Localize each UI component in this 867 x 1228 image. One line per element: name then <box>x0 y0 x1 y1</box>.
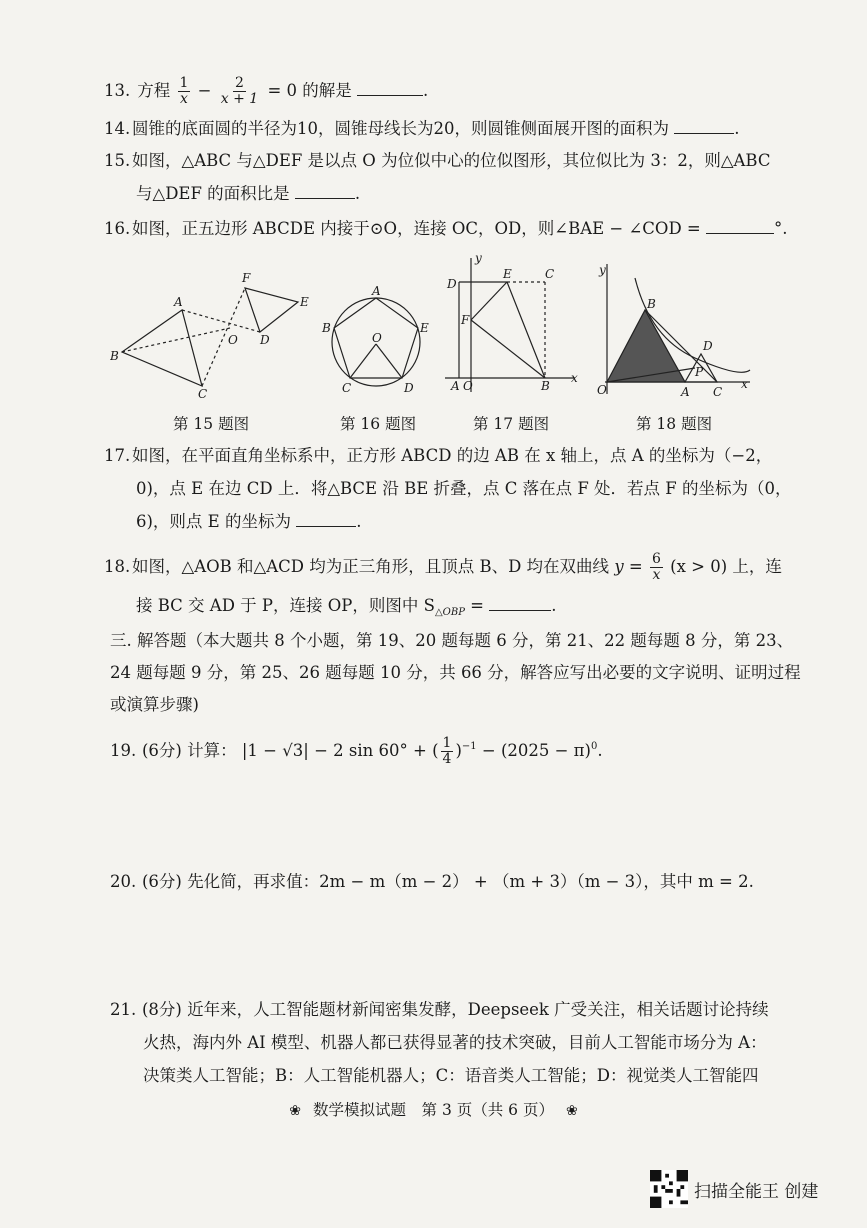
answer-blank[interactable] <box>296 512 356 527</box>
question-21-line2: 火热，海内外 AI 模型、机器人都已获得显著的技术突破，目前人工智能市场分为 A： <box>143 1033 767 1052</box>
question-16: 16. 如图，正五边形 ABCDE 内接于⊙O，连接 OC，OD，则∠BAE − ∠COD = °. <box>104 219 788 238</box>
svg-text:P: P <box>695 365 704 379</box>
svg-text:B: B <box>541 379 550 393</box>
svg-text:D: D <box>703 339 713 353</box>
label-O: O <box>228 333 238 347</box>
question-13: 13. 方程 $\frac{1}{x}$ − $\frac{2}{x + 1}$ = 0 的解是 . <box>104 75 429 107</box>
question-17-line3: 6)，则点 E 的坐标为 . <box>136 512 362 531</box>
svg-text:C: C <box>545 267 555 281</box>
svg-text:O: O <box>463 379 473 393</box>
svg-text:O: O <box>597 383 607 397</box>
section-3-line2: 24 题每题 9 分，第 25、26 题每题 10 分，共 66 分，解答应写出必要的文字说明、证明过程 <box>110 663 801 682</box>
svg-text:O: O <box>372 331 382 345</box>
label-D: D <box>260 333 270 347</box>
caption-15: 第 15 题图 <box>173 415 250 433</box>
question-15-line2: 与△DEF 的面积比是 . <box>136 184 361 203</box>
svg-text:C: C <box>713 385 723 399</box>
fraction-6-over-x: $\frac{6}{x}$ <box>651 551 661 583</box>
answer-blank[interactable] <box>706 219 774 234</box>
fraction-2-over-x-plus-1: $\frac{2}{x + 1}$ <box>220 75 259 107</box>
label-C: C <box>198 387 208 400</box>
flower-icon: ❀ <box>565 1103 578 1119</box>
svg-text:x: x <box>571 371 578 385</box>
svg-text:E: E <box>420 321 429 335</box>
label-B: B <box>110 349 119 363</box>
question-21: 21. (8分) 近年来，人工智能题材新闻密集发酵，Deepseek 广受关注，相关话题讨论持续 <box>110 1000 769 1019</box>
answer-blank[interactable] <box>357 81 423 96</box>
question-17-line2: 0)，点 E 在边 CD 上．将△BCE 沿 BE 折叠，点 C 落在点 F 处．若点 F 的坐标为（0， <box>136 479 792 498</box>
flower-icon: ❀ <box>289 1103 302 1119</box>
svg-text:y: y <box>599 263 606 277</box>
figure-15 <box>110 270 315 400</box>
svg-text:D: D <box>404 381 414 395</box>
svg-text:D: D <box>447 277 457 291</box>
label-F: F <box>242 271 251 285</box>
svg-text:B: B <box>647 297 656 311</box>
qr-code-icon <box>650 1170 688 1208</box>
question-15: 15. 如图，△ABC 与△DEF 是以点 O 为位似中心的位似图形，其位似比为 3：2，则△ABC <box>104 151 771 170</box>
fraction-1-over-x: $\frac{1}{x}$ <box>179 75 189 107</box>
question-14: 14. 圆锥的底面圆的半径为10，圆锥母线长为20，则圆锥侧面展开图的面积为 . <box>104 119 740 138</box>
svg-text:A: A <box>451 379 460 393</box>
svg-text:C: C <box>342 381 352 395</box>
label-E: E <box>300 295 309 309</box>
svg-text:F: F <box>461 313 470 327</box>
section-3-line3: 或演算步骤) <box>110 695 199 714</box>
answer-blank[interactable] <box>295 184 355 199</box>
figure-16 <box>316 282 436 400</box>
section-3-heading: 三. 解答题（本大题共 8 个小题，第 19、20 题每题 6 分，第 21、22 题每题 8 分，第 23、 <box>110 631 794 650</box>
question-20: 20. (6分) 先化简，再求值：2m − m（m − 2） + （m + 3）（m − 3），其中 m = 2. <box>110 872 754 891</box>
caption-17: 第 17 题图 <box>473 415 550 433</box>
scanner-watermark <box>650 1170 818 1208</box>
question-17: 17. 如图，在平面直角坐标系中，正方形 ABCD 的边 AB 在 x 轴上，点 A 的坐标为（−2， <box>104 446 773 465</box>
question-19: 19. (6分) 计算： |1 − √3| − 2 sin 60° + ( $\frac{1}{4}$ )$^{-1} - (2025 - \pi)^0$. <box>110 735 603 767</box>
svg-text:y: y <box>475 252 482 265</box>
question-18-line2: 接 BC 交 AD 于 P，连接 OP，则图中 $S_{\triangle OBP}$ = . <box>136 596 557 618</box>
svg-text:x: x <box>741 377 748 391</box>
caption-16: 第 16 题图 <box>340 415 417 433</box>
svg-text:A: A <box>681 385 690 399</box>
question-21-line3: 决策类人工智能；B：人工智能机器人；C：语音类人工智能；D：视觉类人工智能四 <box>143 1066 759 1085</box>
label-A: A <box>174 295 183 309</box>
question-18: 18. 如图，△AOB 和△ACD 均为正三角形，且顶点 B、D 均在双曲线 y = $\frac{6}{x}$ (x > 0) 上，连 <box>104 551 782 583</box>
answer-blank[interactable] <box>674 119 734 134</box>
figure-18 <box>595 258 755 400</box>
page-footer: ❀ 数学模拟试题 第 3 页（共 6 页） ❀ <box>289 1101 578 1119</box>
figure-17 <box>445 252 585 400</box>
svg-text:A: A <box>372 284 381 298</box>
svg-text:E: E <box>503 267 512 281</box>
caption-18: 第 18 题图 <box>636 415 713 433</box>
svg-text:B: B <box>322 321 331 335</box>
watermark-text: 扫描全能王 创建 <box>694 1181 819 1202</box>
answer-blank[interactable] <box>489 596 551 611</box>
